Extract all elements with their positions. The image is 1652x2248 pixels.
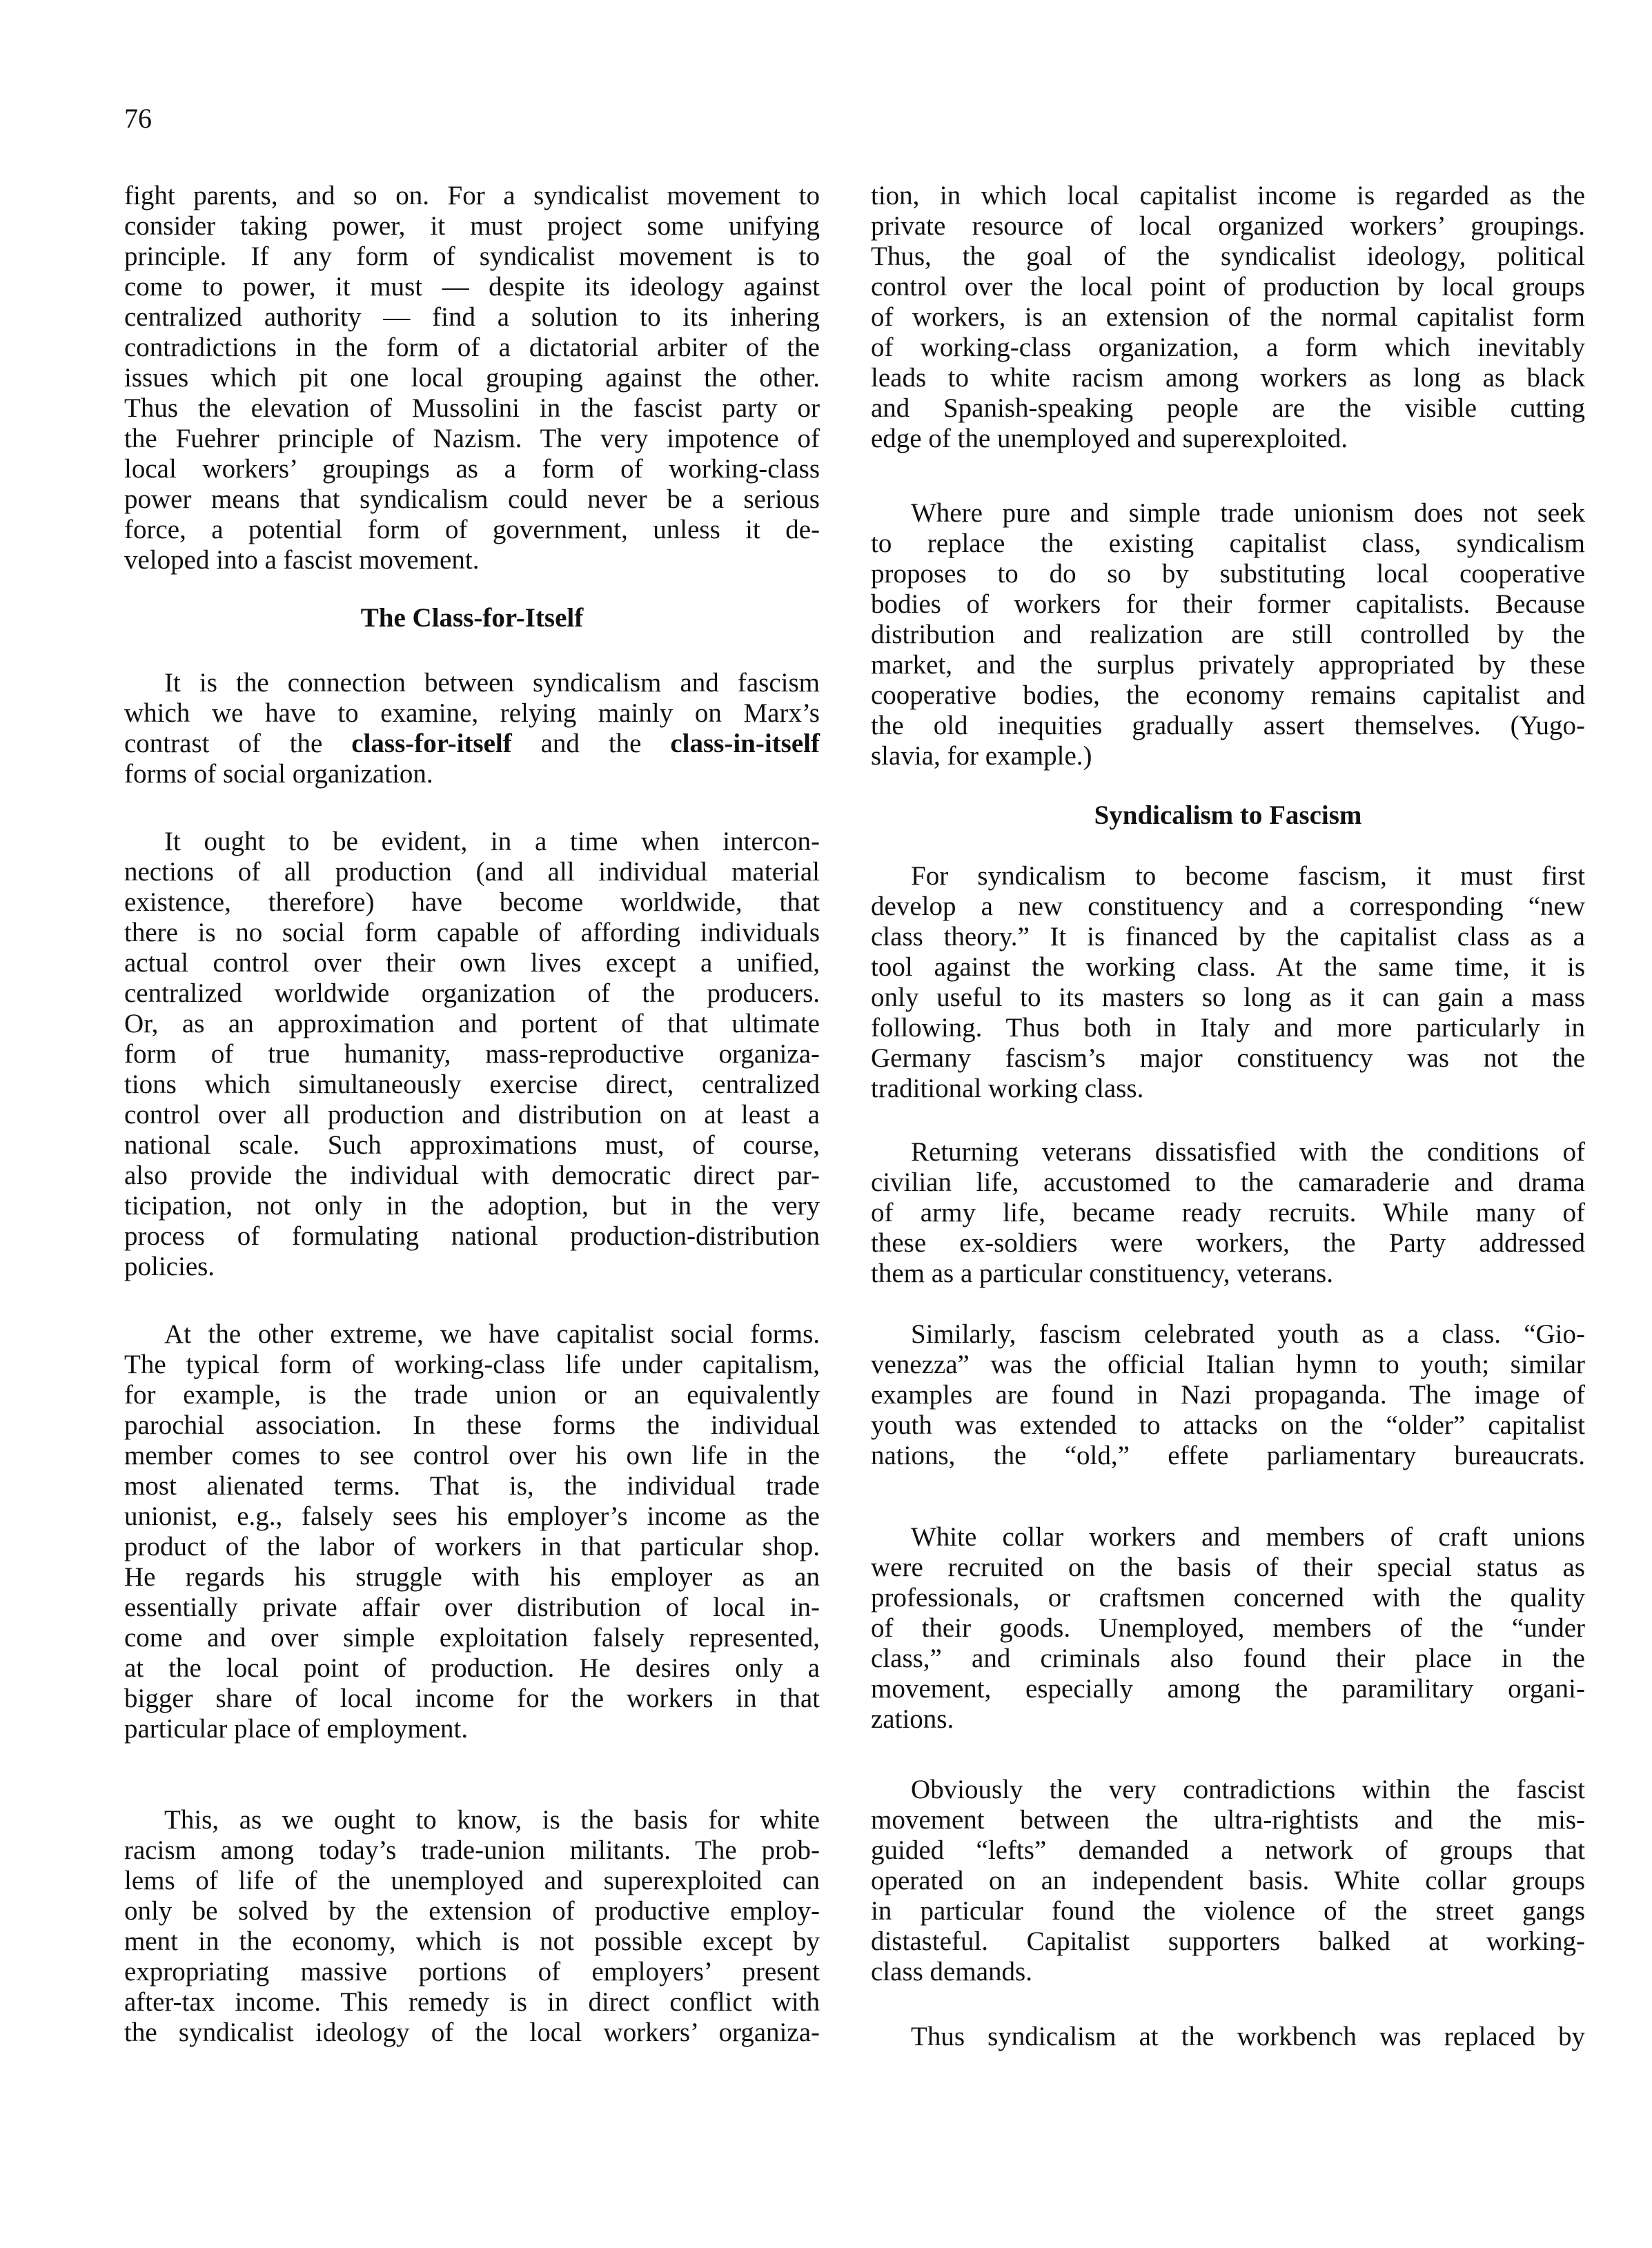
- text-run: contrast of the: [124, 729, 323, 758]
- text-line: expropriating massive portions of employers’ present: [124, 1957, 820, 1986]
- text-line: the Fuehrer principle of Nazism. The very impotence of: [124, 424, 820, 453]
- text-line: after-tax income. This remedy is in direct conflict with: [124, 1987, 820, 2017]
- left-paragraph-4: [124, 1319, 820, 1744]
- text-line: youth was extended to attacks on the “older” capitalist: [871, 1410, 1585, 1440]
- left-paragraph-5: [124, 1805, 820, 2048]
- bold-term-class-for-itself: class-for-itself: [351, 729, 512, 758]
- text-line: tion, in which local capitalist income is regarded as the: [871, 181, 1585, 210]
- right-paragraph-2: [871, 498, 1585, 771]
- text-line: bigger share of local income for the workers in that: [124, 1684, 820, 1713]
- text-line: distribution and realization are still controlled by the: [871, 620, 1585, 649]
- text-line: fight parents, and so on. For a syndicalist movement to: [124, 181, 820, 210]
- text-line: these ex-soldiers were workers, the Party addressed: [871, 1228, 1585, 1258]
- text-line: Thus the elevation of Mussolini in the fascist party or: [124, 393, 820, 423]
- left-paragraph-2: [124, 668, 820, 789]
- text-line: edge of the unemployed and superexploited.: [871, 424, 1348, 453]
- text-line: member comes to see control over his own life in the: [124, 1441, 820, 1470]
- text-line: following. Thus both in Italy and more particularly in: [871, 1013, 1585, 1043]
- text-line: which we have to examine, relying mainly on Marx’s: [124, 698, 820, 728]
- section-heading-syndicalism-to-fascism: Syndicalism to Fascism: [1094, 800, 1362, 830]
- text-line: centralized authority — find a solution to its inhering: [124, 302, 820, 332]
- text-line: control over all production and distribution on at least a: [124, 1100, 820, 1130]
- text-line: Obviously the very contradictions within the fascist: [911, 1775, 1585, 1804]
- text-line: contradictions in the form of a dictatorial arbiter of the: [124, 333, 820, 362]
- text-line: issues which pit one local grouping against the other.: [124, 363, 820, 393]
- text-line: racism among today’s trade-union militants. The prob-: [124, 1835, 820, 1865]
- text-line: White collar workers and members of craft unions: [911, 1522, 1585, 1552]
- text-line: consider taking power, it must project some unifying: [124, 211, 820, 241]
- text-line: Thus syndicalism at the workbench was replaced by: [911, 2022, 1585, 2051]
- text-line: class demands.: [871, 1957, 1032, 1986]
- text-line: centralized worldwide organization of the producers.: [124, 978, 820, 1008]
- text-line: movement, especially among the paramilitary organi-: [871, 1674, 1585, 1704]
- text-line: only useful to its masters so long as it can gain a mass: [871, 983, 1585, 1012]
- text-line: civilian life, accustomed to the camaraderie and drama: [871, 1167, 1585, 1197]
- right-paragraph-6: [871, 1522, 1585, 1735]
- text-line: parochial association. In these forms the individual: [124, 1410, 820, 1440]
- text-line: nations, the “old,” effete parliamentary bureaucrats.: [871, 1441, 1585, 1470]
- left-paragraph-3: [124, 827, 820, 1282]
- text-line: venezza” was the official Italian hymn to youth; similar: [871, 1350, 1585, 1379]
- right-paragraph-3: [871, 861, 1585, 1104]
- text-line: It is the connection between syndicalism and fascism: [164, 668, 820, 698]
- text-line: He regards his struggle with his employer as an: [124, 1562, 820, 1592]
- text-line: of their goods. Unemployed, members of the “under: [871, 1613, 1585, 1643]
- text-line: nections of all production (and all individual material: [124, 857, 820, 887]
- text-line: actual control over their own lives except a unified,: [124, 948, 820, 978]
- left-paragraph-1: [124, 181, 820, 575]
- text-line: Thus, the goal of the syndicalist ideology, political: [871, 241, 1585, 271]
- text-line: form of true humanity, mass-reproductive organiza-: [124, 1039, 820, 1069]
- text-line: forms of social organization.: [124, 759, 433, 789]
- text-line: At the other extreme, we have capitalist social forms.: [164, 1319, 820, 1349]
- text-line: policies.: [124, 1252, 215, 1281]
- text-line: leads to white racism among workers as long as black: [871, 363, 1585, 393]
- text-line: most alienated terms. That is, the individual trade: [124, 1471, 820, 1501]
- text-line: develop a new constituency and a corresponding “new: [871, 891, 1585, 921]
- text-line: principle. If any form of syndicalist movement is to: [124, 241, 820, 271]
- text-line: and Spanish-speaking people are the visible cutting: [871, 393, 1585, 423]
- text-line: essentially private affair over distribution of local in-: [124, 1593, 820, 1622]
- text-line: bodies of workers for their former capitalists. Because: [871, 589, 1585, 619]
- right-paragraph-8: [871, 2022, 1585, 2052]
- text-line: Returning veterans dissatisfied with the conditions of: [911, 1137, 1585, 1167]
- page-number: 76: [124, 103, 152, 134]
- text-line: force, a potential form of government, unless it de-: [124, 515, 820, 544]
- right-paragraph-1: [871, 181, 1585, 454]
- text-line: movement between the ultra-rightists and the mis-: [871, 1805, 1585, 1835]
- text-line: ment in the economy, which is not possible except by: [124, 1926, 820, 1956]
- text-line: class theory.” It is financed by the capitalist class as a: [871, 922, 1585, 952]
- text-line: also provide the individual with democratic direct par-: [124, 1161, 820, 1190]
- text-line: there is no social form capable of affording individuals: [124, 918, 820, 947]
- text-line: operated on an independent basis. White collar groups: [871, 1866, 1585, 1895]
- text-line: power means that syndicalism could never be a serious: [124, 484, 820, 514]
- text-line: local workers’ groupings as a form of working-class: [124, 454, 820, 484]
- text-line: tool against the working class. At the same time, it is: [871, 952, 1585, 982]
- text-line: For syndicalism to become fascism, it must first: [911, 861, 1585, 891]
- text-line: of workers, is an extension of the normal capitalist form: [871, 302, 1585, 332]
- text-line: guided “lefts” demanded a network of groups that: [871, 1835, 1585, 1865]
- text-line: of working-class organization, a form which inevitably: [871, 333, 1585, 362]
- text-line: come to power, it must — despite its ideology against: [124, 272, 820, 302]
- text-line: cooperative bodies, the economy remains capitalist and: [871, 680, 1585, 710]
- text-line: product of the labor of workers in that particular shop.: [124, 1532, 820, 1561]
- text-line: the syndicalist ideology of the local workers’ organiza-: [124, 2018, 820, 2047]
- text-line: The typical form of working-class life under capitalism,: [124, 1350, 820, 1379]
- right-paragraph-4: [871, 1137, 1585, 1289]
- text-line: unionist, e.g., falsely sees his employer’s income as the: [124, 1501, 820, 1531]
- text-line: only be solved by the extension of productive employ-: [124, 1896, 820, 1926]
- text-line: were recruited on the basis of their special status as: [871, 1552, 1585, 1582]
- text-line: national scale. Such approximations must, of course,: [124, 1130, 820, 1160]
- text-line: traditional working class.: [871, 1074, 1144, 1103]
- text-line: control over the local point of production by local groups: [871, 272, 1585, 302]
- text-line: [124, 729, 820, 759]
- text-line: for example, is the trade union or an equivalently: [124, 1380, 820, 1410]
- text-line: class,” and criminals also found their place in the: [871, 1644, 1585, 1673]
- text-line: slavia, for example.): [871, 741, 1092, 771]
- text-line: at the local point of production. He desires only a: [124, 1653, 820, 1683]
- text-line: veloped into a fascist movement.: [124, 545, 480, 575]
- text-line: Germany fascism’s major constituency was not the: [871, 1043, 1585, 1073]
- text-line: come and over simple exploitation falsely represented,: [124, 1623, 820, 1653]
- text-line: private resource of local organized workers’ groupings.: [871, 211, 1585, 241]
- section-heading-class-for-itself: The Class-for-Itself: [360, 603, 584, 633]
- text-line: professionals, or craftsmen concerned with the quality: [871, 1583, 1585, 1613]
- text-line: the old inequities gradually assert themselves. (Yugo-: [871, 711, 1585, 740]
- text-line: This, as we ought to know, is the basis for white: [164, 1805, 820, 1835]
- text-line: Similarly, fascism celebrated youth as a class. “Gio-: [911, 1319, 1585, 1349]
- text-line: market, and the surplus privately appropriated by these: [871, 650, 1585, 680]
- text-line: proposes to do so by substituting local cooperative: [871, 559, 1585, 589]
- text-line: to replace the existing capitalist class, syndicalism: [871, 529, 1585, 558]
- right-paragraph-5: [871, 1319, 1585, 1471]
- text-line: of army life, became ready recruits. While many of: [871, 1198, 1585, 1227]
- text-line: examples are found in Nazi propaganda. The image of: [871, 1380, 1585, 1410]
- right-paragraph-7: [871, 1775, 1585, 1987]
- text-line: existence, therefore) have become worldwide, that: [124, 887, 820, 917]
- text-line: It ought to be evident, in a time when intercon-: [164, 827, 820, 856]
- text-line: lems of life of the unemployed and superexploited can: [124, 1866, 820, 1895]
- text-line: ticipation, not only in the adoption, but in the very: [124, 1191, 820, 1221]
- text-line: process of formulating national production-distribution: [124, 1221, 820, 1251]
- text-line: in particular found the violence of the street gangs: [871, 1896, 1585, 1926]
- text-line: particular place of employment.: [124, 1714, 469, 1744]
- text-line: Or, as an approximation and portent of that ultimate: [124, 1009, 820, 1038]
- text-line: zations.: [871, 1704, 954, 1734]
- text-line: them as a particular constituency, veterans.: [871, 1259, 1333, 1288]
- text-line: Where pure and simple trade unionism does not seek: [911, 498, 1585, 528]
- text-run: and the: [540, 729, 642, 758]
- text-line: tions which simultaneously exercise direct, centralized: [124, 1069, 820, 1099]
- bold-term-class-in-itself: class-in-itself: [670, 729, 820, 758]
- text-line: distasteful. Capitalist supporters balked at working-: [871, 1926, 1585, 1956]
